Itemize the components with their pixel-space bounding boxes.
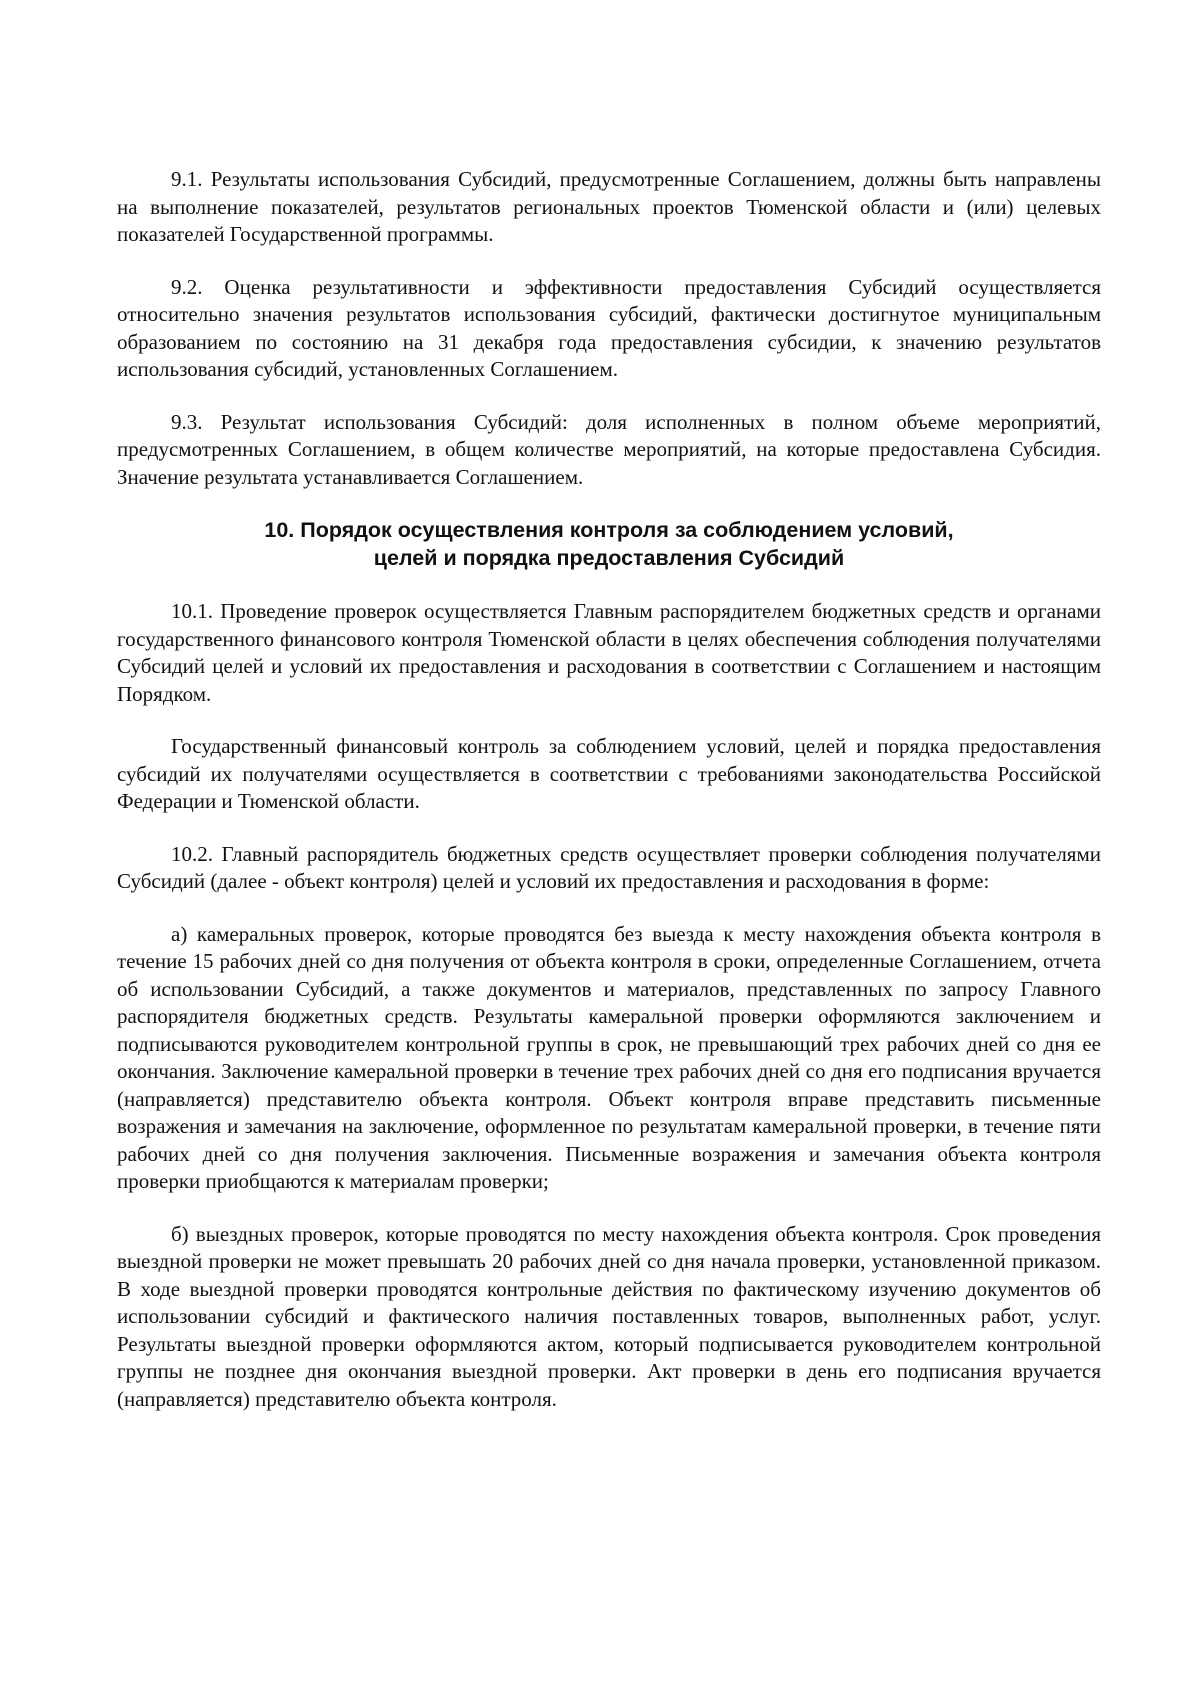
section-heading-line-1: 10. Порядок осуществления контроля за соблюдением условий, [264, 518, 954, 542]
section-heading-line-2: целей и порядка предоставления Субсидий [373, 546, 845, 570]
paragraph-state-control: Государственный финансовый контроль за соблюдением условий, целей и порядка предоставления субсидий их получателями осуществляется в соответствии с требованиями законодательства Российской Федерации и Тюменской области. [117, 734, 1101, 813]
paragraph-9-2: 9.2. Оценка результативности и эффективности предоставления Субсидий осуществляется относительно значения результатов использования субсидий, фактически достигнутое муниципальным образованием по состоянию на 31 декабря года предоставления субсидии, к значению результатов использования субсидий, установленных Соглашением. [117, 274, 1101, 381]
paragraph-10-2-b: б) выездных проверок, которые проводятся по месту нахождения объекта контроля. Срок проведения выездной проверки не может превышать 20 рабочих дней со дня начала проверки, установленной приказом. В ходе выездной проверки проводятся контрольные действия по фактическому изучению документов об использовании субсидий и фактического наличия поставленных товаров, выполненных работ, услуг. Результаты выездной проверки оформляются актом, который подписывается руководителем контрольной группы не позднее дня окончания выездной проверки. Акт проверки в день его подписания вручается (направляется) представителю объекта контроля. [117, 1221, 1101, 1411]
paragraph-10-2: 10.2. Главный распорядитель бюджетных средств осуществляет проверки соблюдения получателями Субсидий (далее - объект контроля) целей и условий их предоставления и расходования в форме: [117, 841, 1101, 893]
paragraph-10-1: 10.1. Проведение проверок осуществляется Главным распорядителем бюджетных средств и органами государственного финансового контроля Тюменской области в целях обеспечения соблюдения получателями Субсидий целей и условий их предоставления и расходования в соответствии с Соглашением и настоящим Порядком. [117, 599, 1101, 706]
document-page [117, 166, 1101, 1438]
paragraph-9-1: 9.1. Результаты использования Субсидий, предусмотренные Соглашением, должны быть направлены на выполнение показателей, результатов региональных проектов Тюменской области и (или) целевых показателей Государственной программы. [117, 167, 1101, 246]
paragraph-10-2-a: а) камеральных проверок, которые проводятся без выезда к месту нахождения объекта контроля в течение 15 рабочих дней со дня получения от объекта контроля в сроки, определенные Соглашением, отчета об использовании Субсидий, а также документов и материалов, представленных по запросу Главного распорядителя бюджетных средств. Результаты камеральной проверки оформляются заключением и подписываются руководителем контрольной группы в срок, не превышающий трех рабочих дней со дня ее окончания. Заключение камеральной проверки в течение трех рабочих дней со дня его подписания вручается (направляется) представителю объекта контроля. Объект контроля вправе представить письменные возражения и замечания на заключение, оформленное по результатам камеральной проверки, в течение пяти рабочих дней со дня получения заключения. Письменные возражения и замечания объекта контроля проверки приобщаются к материалам проверки; [117, 921, 1101, 1193]
section-heading-10 [117, 516, 1101, 572]
paragraph-9-3: 9.3. Результат использования Субсидий: доля исполненных в полном объеме мероприятий, предусмотренных Соглашением, в общем количестве мероприятий, на которые предоставлена Субсидия. Значение результата устанавливается Соглашением. [117, 409, 1101, 489]
